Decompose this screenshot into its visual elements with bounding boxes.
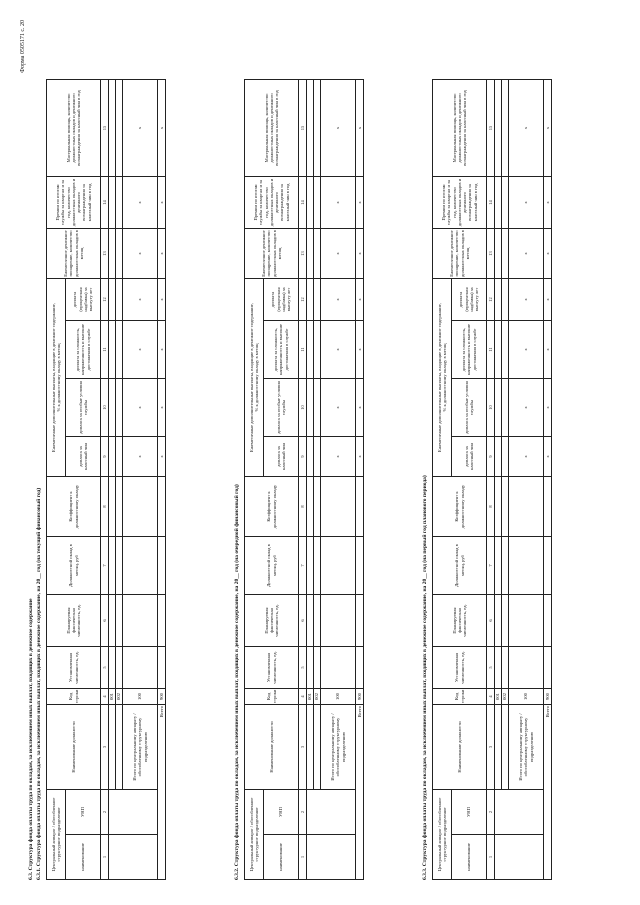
section-subtitle: 6.3.3. Структура фонда оплаты труда по окладам, за исключением иных выплат, входящих в денежное содержание, на 20__ год (на первый год планового периода) [422,475,428,880]
col-num: 8 [487,477,495,537]
x-mark: x [158,228,166,278]
table-cell [495,477,502,537]
header-special: доплата за особые условия службы [452,379,487,437]
table-cell [116,278,123,320]
header-material: Материальная помощь, количество должностных окладов и денежного вознаграждения за классный чин в год [245,79,299,176]
itogo-label: Итого по центральному аппарату / обособленному структурному подразделению [123,705,158,790]
header-annual-bonus: Премии по итогам службы за квартал и за год, количество должностных окладов и денежного вознаграждения за классный чин в год [433,176,487,228]
cell-empty [502,705,509,790]
table-cell [314,321,321,379]
col-num: 14 [299,176,307,228]
header-coef: Коэффициент к должностному окладу [433,477,487,537]
header-central: Центральный аппарат / обособленное структурное подразделение [433,790,452,880]
header-salary: Должностной оклад в месяц, руб [47,537,101,595]
header-other-pay [433,278,452,476]
table-cell [502,595,509,647]
header-special: доплата за особые условия службы [264,379,299,437]
table-cell [502,647,509,689]
x-mark: x [356,176,364,228]
x-mark: x [356,321,364,379]
row-code: 001 [495,689,502,705]
row-code: 100 [509,689,544,705]
col-num: 15 [101,79,109,176]
x-mark: x [509,278,544,320]
table-cell [307,437,314,477]
header-code: Код строки [47,689,101,705]
table-cell [116,79,123,176]
header-coef: Коэффициент к должностному окладу [245,477,299,537]
x-mark: x [123,228,158,278]
header-staff: Установленная численность, ед. [433,647,487,689]
col-num: 7 [487,537,495,595]
section-title: 6.3. Структура фонда оплаты труда по окладам, за исключением иных выплат, входящих в денежное содержание [28,598,34,880]
col-num: 10 [299,379,307,437]
form-code: Форма 0505171 с. 20 [20,20,26,73]
header-length: доплата (процентная надбавка) за выслугу лет [66,278,101,320]
header-other-pay-sub: % к должностному окладу в месяц [56,343,61,412]
header-position: Наименование должности [47,705,101,790]
table-cell [314,595,321,647]
col-num: 13 [299,228,307,278]
cell-empty [314,705,321,790]
table-cell [314,228,321,278]
x-mark: x [544,228,552,278]
table-cell [109,537,116,595]
table-cell [123,595,158,647]
table-cell [502,321,509,379]
col-num: 4 [299,689,307,705]
x-mark: x [123,321,158,379]
table-cell [123,537,158,595]
table-cell [495,379,502,437]
section-subtitle: 6.3.1. Структура фонда оплаты труда по окладам, за исключением иных выплат, входящих в денежное содержание, на 20__ год (на текущий финансовый год) [36,487,42,880]
table-cell [109,595,116,647]
table-cell [314,477,321,537]
itogo-label: Итого по центральному аппарату / обособленному структурному подразделению [321,705,356,790]
table-cell [509,537,544,595]
table-cell [116,321,123,379]
header-salary: Должностной оклад в месяц, руб [245,537,299,595]
x-mark: x [321,379,356,437]
cell-empty [495,705,502,790]
table-cell [314,437,321,477]
col-num: 11 [101,321,109,379]
header-name: наименование [66,835,101,880]
table-cell [502,79,509,176]
x-mark: x [123,79,158,176]
row-code: 002 [314,689,321,705]
table-cell [158,537,166,595]
col-num: 7 [101,537,109,595]
table-cell [123,477,158,537]
table-cell [321,537,356,595]
x-mark: x [356,278,364,320]
table-cell [123,647,158,689]
col-num: 12 [101,278,109,320]
table-cell [109,228,116,278]
table-cell [544,647,552,689]
table-cell [314,176,321,228]
table-cell [314,647,321,689]
header-length: доплата (процентная надбавка) за выслугу лет [452,278,487,320]
col-num: 5 [299,647,307,689]
header-salary: Должностной оклад в месяц, руб [433,537,487,595]
table-cell [109,176,116,228]
header-class-rank: доплата за классный чин [452,437,487,477]
cell-empty [495,790,544,835]
header-other-pay-text: Ежемесячные дополнительные выплаты, входящие в денежное содержание, [50,303,56,452]
x-mark: x [321,176,356,228]
x-mark: x [158,79,166,176]
row-code: 002 [502,689,509,705]
x-mark: x [509,379,544,437]
x-mark: x [321,278,356,320]
col-num: 1 [299,835,307,880]
header-uin: УНП [264,790,299,835]
row-code: 900 [356,689,364,705]
x-mark: x [158,379,166,437]
x-mark: x [509,228,544,278]
itogo-label: Итого по центральному аппарату / обособленному структурному подразделению [509,705,544,790]
x-mark: x [158,278,166,320]
x-mark: x [544,379,552,437]
row-code: 900 [544,689,552,705]
x-mark: x [123,176,158,228]
col-num: 2 [299,790,307,835]
header-position: Наименование должности [433,705,487,790]
row-code: 100 [321,689,356,705]
col-num: 3 [487,705,495,790]
table-cell [356,537,364,595]
table-section-3 [432,79,552,880]
header-other-pay [47,278,66,476]
col-num: 11 [487,321,495,379]
table-cell [356,647,364,689]
x-mark: x [321,79,356,176]
header-central: Центральный аппарат / обособленное структурное подразделение [47,790,66,880]
col-num: 1 [487,835,495,880]
table-cell [109,321,116,379]
header-monthly-bonus: Ежемесячное денежное поощрение, количество должностных окладов в месяц [245,228,299,278]
header-other-pay-text: Ежемесячные дополнительные выплаты, входящие в денежное содержание, [248,303,254,452]
x-mark: x [158,176,166,228]
table-cell [116,537,123,595]
table-cell [502,477,509,537]
x-mark: x [158,321,166,379]
x-mark: x [544,437,552,477]
header-material: Материальная помощь, количество должностных окладов и денежного вознаграждения за классный чин в год [47,79,101,176]
table-cell [109,477,116,537]
cell-empty [109,705,116,790]
x-mark: x [544,176,552,228]
table-cell [109,278,116,320]
table-cell [495,278,502,320]
x-mark: x [123,278,158,320]
header-other-pay-sub: % к должностному окладу в месяц [442,343,447,412]
col-num: 6 [487,595,495,647]
cell-empty [116,705,123,790]
col-num: 9 [299,437,307,477]
x-mark: x [356,228,364,278]
table-cell [495,437,502,477]
col-num: 11 [299,321,307,379]
x-mark: x [123,437,158,477]
header-central: Центральный аппарат / обособленное структурное подразделение [245,790,264,880]
header-monthly-bonus: Ежемесячное денежное поощрение, количество должностных окладов в месяц [433,228,487,278]
cell-empty [307,835,356,880]
x-mark: x [321,321,356,379]
table-cell [116,176,123,228]
x-mark: x [544,321,552,379]
col-num: 9 [101,437,109,477]
table-cell [314,379,321,437]
section-subtitle: 6.3.2. Структура фонда оплаты труда по окладам, за исключением иных выплат, входящих в денежное содержание, на 20__ год (на очередной финансовый год) [234,484,240,880]
header-length: доплата (процентная надбавка) за выслугу лет [264,278,299,320]
x-mark: x [509,176,544,228]
rotated-content [20,20,620,880]
col-num: 10 [487,379,495,437]
col-num: 14 [487,176,495,228]
col-num: 15 [299,79,307,176]
table-cell [321,595,356,647]
table-cell [307,595,314,647]
col-num: 13 [487,228,495,278]
col-num: 14 [101,176,109,228]
x-mark: x [509,437,544,477]
col-num: 5 [487,647,495,689]
header-class-rank: доплата за классный чин [264,437,299,477]
header-secret: доплата за сложность, напряженность и высокие достижения в службе [264,321,299,379]
header-plan: Планируемая фактическая численность, ед. [433,595,487,647]
header-staff: Установленная численность, ед. [47,647,101,689]
col-num: 8 [101,477,109,537]
table-cell [307,379,314,437]
table-cell [116,647,123,689]
x-mark: x [158,437,166,477]
total-label: Всего [158,705,166,880]
col-num: 3 [101,705,109,790]
col-num: 10 [101,379,109,437]
table-cell [109,79,116,176]
row-code: 100 [123,689,158,705]
table-cell [544,537,552,595]
header-plan: Планируемая фактическая численность, ед. [245,595,299,647]
total-label: Всего [356,705,364,880]
header-coef: Коэффициент к должностному окладу [47,477,101,537]
header-name: наименование [452,835,487,880]
table-cell [307,228,314,278]
header-uin: УНП [452,790,487,835]
table-cell [307,278,314,320]
col-num: 9 [487,437,495,477]
table-cell [116,437,123,477]
table-cell [509,595,544,647]
table-cell [356,595,364,647]
table-cell [116,595,123,647]
header-annual-bonus: Премии по итогам службы за квартал и за год, количество должностных окладов и денежного вознаграждения за классный чин в год [47,176,101,228]
col-num: 5 [101,647,109,689]
header-code: Код строки [245,689,299,705]
table-cell [509,647,544,689]
col-num: 4 [101,689,109,705]
table-cell [307,647,314,689]
table-cell [502,537,509,595]
table-cell [495,79,502,176]
header-other-pay-sub: % к должностному окладу в месяц [254,343,259,412]
table-section-1 [46,79,166,880]
table-cell [158,647,166,689]
header-material: Материальная помощь, количество должностных окладов и денежного вознаграждения за классный чин в год [433,79,487,176]
header-class-rank: доплата за классный чин [66,437,101,477]
col-num: 15 [487,79,495,176]
table-cell [307,79,314,176]
col-num: 7 [299,537,307,595]
table-cell [307,477,314,537]
col-num: 6 [299,595,307,647]
col-num: 8 [299,477,307,537]
col-num: 3 [299,705,307,790]
table-cell [314,537,321,595]
header-other-pay-text: Ежемесячные дополнительные выплаты, входящие в денежное содержание, [436,303,442,452]
table-cell [495,595,502,647]
table-cell [544,595,552,647]
x-mark: x [123,379,158,437]
table-cell [158,595,166,647]
cell-empty [109,835,158,880]
table-cell [307,537,314,595]
header-secret: доплата за сложность, напряженность и высокие достижения в службе [452,321,487,379]
table-cell [158,477,166,537]
total-label: Всего [544,705,552,880]
header-code: Код строки [433,689,487,705]
col-num: 1 [101,835,109,880]
header-secret: доплата за сложность, напряженность и высокие достижения в службе [66,321,101,379]
row-code: 001 [307,689,314,705]
table-cell [495,228,502,278]
x-mark: x [509,321,544,379]
table-cell [116,228,123,278]
x-mark: x [356,437,364,477]
cell-empty [109,790,158,835]
row-code: 001 [109,689,116,705]
table-cell [116,379,123,437]
header-monthly-bonus: Ежемесячное денежное поощрение, количество должностных окладов в месяц [47,228,101,278]
table-cell [314,79,321,176]
x-mark: x [544,278,552,320]
table-cell [307,321,314,379]
x-mark: x [321,228,356,278]
table-cell [495,537,502,595]
table-cell [116,477,123,537]
table-cell [502,278,509,320]
col-num: 2 [101,790,109,835]
table-cell [314,278,321,320]
header-uin: УНП [66,790,101,835]
header-plan: Планируемая фактическая численность, ед. [47,595,101,647]
table-cell [321,647,356,689]
table-cell [544,477,552,537]
table-cell [502,379,509,437]
x-mark: x [356,79,364,176]
table-cell [109,379,116,437]
table-cell [502,228,509,278]
col-num: 6 [101,595,109,647]
col-num: 2 [487,790,495,835]
x-mark: x [356,379,364,437]
col-num: 12 [299,278,307,320]
col-num: 13 [101,228,109,278]
x-mark: x [544,79,552,176]
cell-empty [307,790,356,835]
table-cell [356,477,364,537]
table-cell [509,477,544,537]
table-cell [495,176,502,228]
table-cell [321,477,356,537]
table-cell [502,437,509,477]
header-name: наименование [264,835,299,880]
col-num: 4 [487,689,495,705]
header-staff: Установленная численность, ед. [245,647,299,689]
cell-empty [495,835,544,880]
row-code: 900 [158,689,166,705]
x-mark: x [509,79,544,176]
table-cell [109,647,116,689]
row-code: 002 [116,689,123,705]
table-cell [495,647,502,689]
table-cell [307,176,314,228]
table-cell [502,176,509,228]
table-section-2 [244,79,364,880]
x-mark: x [321,437,356,477]
header-annual-bonus: Премии по итогам службы за квартал и за год, количество должностных окладов и денежного вознаграждения за классный чин в год [245,176,299,228]
cell-empty [307,705,314,790]
header-position: Наименование должности [245,705,299,790]
col-num: 12 [487,278,495,320]
header-special: доплата за особые условия службы [66,379,101,437]
table-cell [495,321,502,379]
table-cell [109,437,116,477]
header-other-pay [245,278,264,476]
